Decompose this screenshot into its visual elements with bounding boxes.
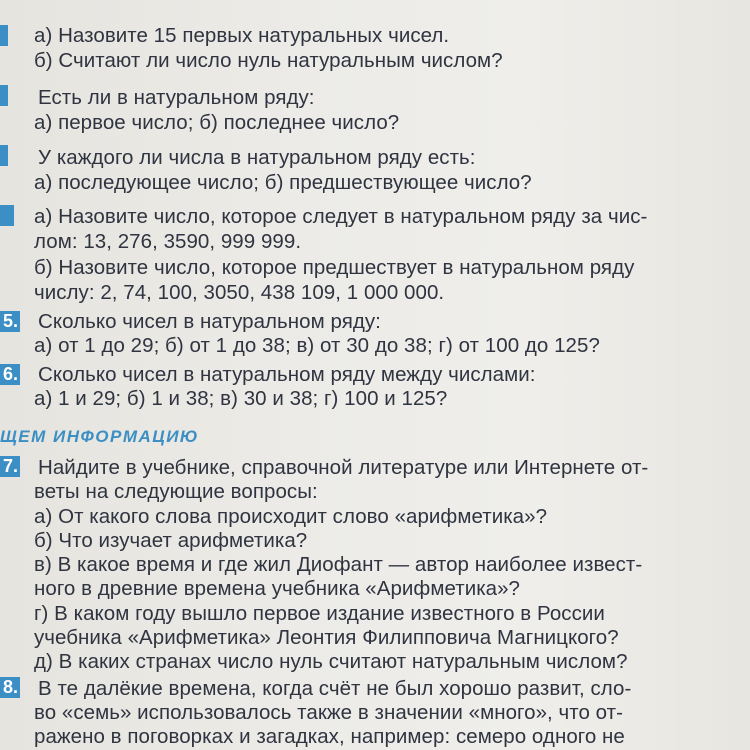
problem-number-badge: 5. [0, 311, 20, 332]
problem-number-badge [0, 145, 8, 166]
problem-2-line-1: Есть ли в натуральном ряду: [38, 86, 315, 109]
problem-number-badge: 7. [0, 456, 20, 477]
problem-1-line-1: а) Назовите 15 первых натуральных чисел. [34, 24, 450, 47]
problem-number-badge [0, 85, 8, 106]
problem-4-line-2: лом: 13, 276, 3590, 999 999. [34, 230, 302, 253]
problem-8-line-1: В те далёкие времена, когда счёт не был хорошо развит, сло- [38, 677, 632, 700]
problem-7-line-8: учебника «Арифметика» Леонтия Филипповича Магницкого? [34, 626, 619, 649]
problem-8-line-3: ражено в поговорках и загадках, например: семеро одного не [34, 725, 625, 748]
problem-7-line-9: д) В каких странах число нуль считают натуральным числом? [34, 650, 628, 673]
problem-3-line-2: а) последующее число; б) предшествующее число? [34, 171, 532, 194]
problem-number-badge [0, 25, 8, 46]
section-header: ЩЕМ ИНФОРМАЦИЮ [0, 427, 200, 446]
problem-number-badge [0, 205, 14, 226]
problem-number-badge: 6. [0, 364, 20, 385]
problem-number-badge: 8. [0, 677, 20, 698]
problem-4-line-4: числу: 2, 74, 100, 3050, 438 109, 1 000 000. [34, 281, 445, 304]
problem-8-line-2: во «семь» использовалось также в значении «много», что от- [34, 701, 623, 724]
problem-6-line-1: Сколько чисел в натуральном ряду между числами: [38, 363, 536, 386]
problem-7-line-7: г) В каком году вышло первое издание известного в России [34, 602, 605, 625]
problem-4-line-3: б) Назовите число, которое предшествует в натуральном ряду [34, 256, 635, 279]
problem-5-line-2: а) от 1 до 29; б) от 1 до 38; в) от 30 до 38; г) от 100 до 125? [34, 334, 600, 357]
problem-7-line-4: б) Что изучает арифметика? [34, 529, 308, 552]
problem-7-line-1: Найдите в учебнике, справочной литературе или Интернете от- [38, 456, 649, 479]
problem-4-line-1: а) Назовите число, которое следует в натуральном ряду за чис- [34, 205, 648, 228]
problem-3-line-1: У каждого ли числа в натуральном ряду есть: [38, 146, 476, 169]
problem-6-line-2: а) 1 и 29; б) 1 и 38; в) 30 и 38; г) 100 и 125? [34, 387, 448, 410]
problem-7-line-6: ного в древние времена учебника «Арифметика»? [34, 577, 521, 600]
problem-7-line-5: в) В какое время и где жил Диофант — автор наиболее извест- [34, 553, 643, 576]
problem-2-line-2: а) первое число; б) последнее число? [34, 111, 400, 134]
problem-7-line-2: веты на следующие вопросы: [34, 480, 318, 503]
problem-5-line-1: Сколько чисел в натуральном ряду: [38, 310, 381, 333]
problem-1-line-2: б) Считают ли число нуль натуральным числом? [34, 49, 503, 72]
problem-7-line-3: а) От какого слова происходит слово «арифметика»? [34, 505, 548, 528]
